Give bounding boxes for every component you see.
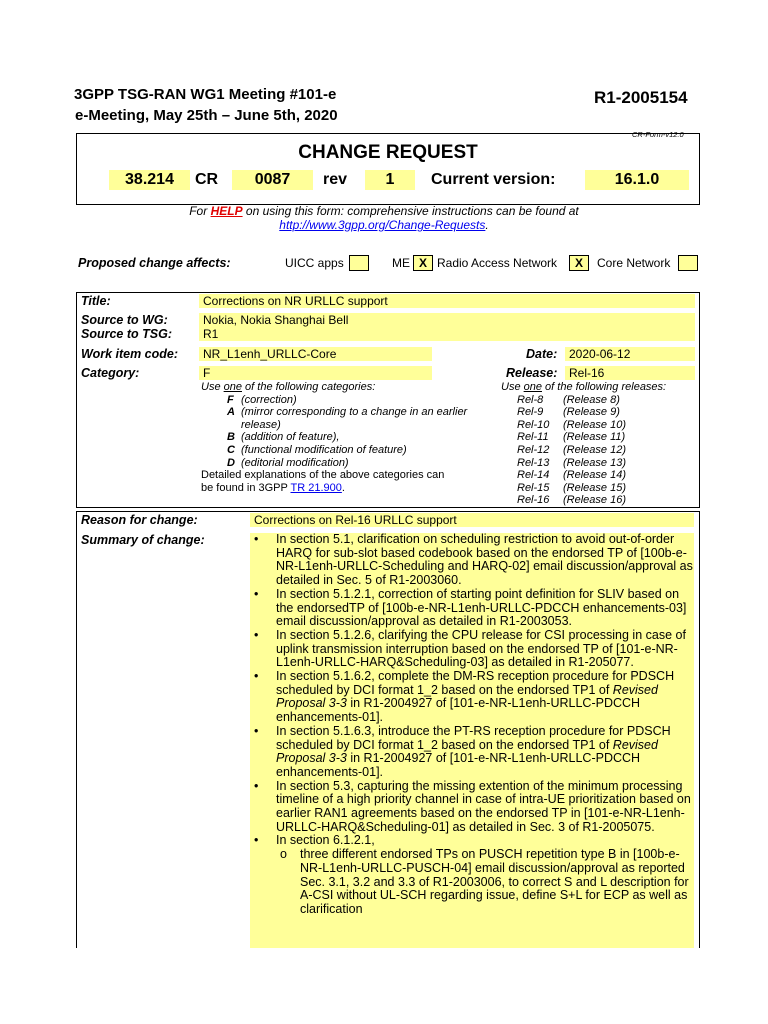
date-value: 2020-06-12 [565, 347, 695, 361]
summary-item-text: in R1-2004927 of [101-e-NR-L1enh-URLLC-PDCCH enhancements-01]. [276, 751, 641, 779]
release-desc: (Release 15) [563, 481, 626, 494]
release-item [501, 431, 697, 444]
summary-item-text: in R1-2004927 of [101-e-NR-L1enh-URLLC-PDCCH enhancements-01]. [276, 696, 641, 725]
bullet-icon: • [254, 723, 259, 738]
category-desc: (addition of feature), [241, 431, 340, 444]
release-item [501, 444, 697, 457]
bullet-icon: • [254, 778, 259, 793]
release-item [501, 457, 697, 470]
bullet-icon: • [254, 533, 259, 546]
cr-info-table [76, 292, 700, 508]
category-desc: (correction) [241, 393, 297, 406]
me-label: ME [392, 256, 410, 270]
summary-item-text: In section 5.3, capturing the missing extention of the minimum processing timeline of a high priority channel in case of intra-UE prioritization based on earlier RAN1 agreements based on the endorsed TP in [101-e-NR-L1enh-URLLC-HARQ&Scheduling-01] as detailed in Sec. 3 of R1-2005075. [276, 778, 691, 834]
affects-label: Proposed change affects: [78, 256, 231, 270]
change-requests-url[interactable]: http://www.3gpp.org/Change-Requests [279, 218, 486, 232]
summary-item-italic: Revised Proposal 3-3 [276, 737, 658, 766]
meeting-title [74, 86, 336, 103]
cat-intro-b: of the following categories: [241, 381, 376, 393]
help-prefix: For [189, 204, 211, 218]
category-label: Category: [81, 366, 140, 380]
release-code: Rel-8 [517, 393, 544, 406]
release-item [501, 482, 697, 495]
source-wg-label: Source to WG: [81, 313, 168, 327]
rev-label: rev [323, 171, 348, 188]
ran-checkbox[interactable]: X [569, 255, 589, 271]
release-code: Rel-12 [517, 443, 550, 456]
category-item [201, 444, 497, 457]
release-code: Rel-14 [517, 469, 550, 482]
cat-expl-2b: . [341, 481, 345, 494]
cr-label: CR [195, 171, 219, 188]
release-desc: (Release 9) [563, 406, 620, 419]
list-item [250, 725, 694, 780]
release-code: Rel-15 [517, 481, 550, 494]
category-code: F [227, 393, 234, 406]
work-item-label: Work item code: [81, 347, 179, 361]
release-item [501, 494, 697, 507]
release-list [501, 394, 697, 507]
bullet-icon: • [254, 833, 259, 848]
change-request-title: CHANGE REQUEST [298, 142, 478, 163]
bullet-icon: • [254, 627, 259, 642]
release-item [501, 469, 697, 482]
list-item [250, 533, 694, 588]
core-network-label: Core Network [597, 256, 671, 270]
category-code: B [227, 431, 235, 444]
release-desc: (Release 14) [563, 469, 626, 482]
current-version-value: 16.1.0 [585, 170, 689, 190]
me-checkbox[interactable]: X [413, 255, 433, 271]
help-suffix: on using this form: comprehensive instructions can be found at [242, 204, 579, 218]
list-item [250, 629, 694, 670]
summary-item-text: In section 5.1.2.6, clarifying the CPU release for CSI processing in case of uplink transmission interruption based on the endorsed TP of [101-e-NR-L1enh-URLLC-HARQ&Scheduling-03] as detailed in R1-205077. [276, 627, 686, 670]
category-item [201, 431, 497, 444]
category-value: F [199, 366, 432, 380]
release-desc: (Release 16) [563, 494, 626, 507]
summary-sub-item-text: three different endorsed TPs on PUSCH repetition type B in [100b-e-NR-L1enh-URLLC-PUSCH-04] email discussion/approval as reported Sec. 3.1, 3.2 and 3.3 of R1-2003006, to correct S and L description for A-CSI without UL-SCH regarding issue, define S+L for ECP as well as clarification [300, 847, 689, 916]
change-request-box [76, 133, 700, 205]
summary-list [250, 533, 694, 917]
release-item [501, 394, 697, 407]
current-version-label: Current version: [431, 171, 556, 188]
list-item [250, 588, 694, 629]
category-item [201, 406, 497, 419]
summary-item-text: In section 5.1.2.1, correction of starting point definition for SLIV based on the endorsedTP of [100b-e-NR-L1enh-URLLC-PDCCH enhancements-03] email discussion/approval as detailed in R1-2003053. [276, 586, 687, 629]
category-code: C [227, 443, 235, 456]
work-item-value: NR_L1enh_URLLC-Core [199, 347, 432, 361]
rel-intro-one: one [523, 381, 542, 393]
change-details-table [76, 511, 700, 948]
category-desc: (functional modification of feature) [241, 443, 407, 456]
summary-item-text: In section 6.1.2.1, [276, 833, 375, 848]
release-code: Rel-13 [517, 456, 550, 469]
category-help [197, 381, 497, 494]
cat-intro-one: one [223, 381, 242, 393]
summary-item-text: In section 5.1, clarification on scheduling restriction to avoid out-of-order HARQ for sub-slot based codebook based on the endorsed TP of [100b-e-NR-L1enh-URLLC-Scheduling and HARQ-02] email discussion/approval as detailed in Sec. 5 of R1-2003060. [276, 533, 693, 588]
release-code: Rel-11 [517, 431, 549, 444]
help-url-line [0, 218, 768, 232]
help-url-suffix: . [485, 218, 489, 232]
category-desc: (mirror corresponding to a change in an earlier [241, 406, 468, 419]
tr-21900-link[interactable]: TR 21.900 [290, 481, 342, 494]
release-desc: (Release 11) [563, 431, 626, 444]
uicc-apps-checkbox[interactable] [349, 255, 369, 271]
list-item [250, 780, 694, 835]
cat-expl-2a: be found in 3GPP [201, 481, 291, 494]
release-code: Rel-10 [517, 418, 550, 431]
meeting-dates: e-Meeting, May 25th – June 5th, 2020 [75, 107, 338, 124]
document-number: R1-2005154 [594, 88, 688, 107]
release-value: Rel-16 [565, 366, 695, 380]
category-item [201, 394, 497, 407]
category-code: D [227, 456, 235, 469]
release-desc: (Release 13) [563, 456, 626, 469]
reason-value: Corrections on Rel-16 URLLC support [250, 513, 694, 527]
category-item [201, 457, 497, 470]
category-desc: release) [241, 418, 281, 431]
release-code: Rel-16 [517, 494, 550, 507]
category-item [201, 419, 497, 432]
category-list [201, 394, 497, 470]
release-item [501, 419, 697, 432]
spec-number: 38.214 [109, 170, 190, 190]
title-value: Corrections on NR URLLC support [199, 294, 695, 308]
category-intro [201, 381, 497, 394]
ran-label: Radio Access Network [437, 256, 558, 270]
category-explanation-1: Detailed explanations of the above categories can [201, 469, 445, 482]
meeting-line-1: 3GPP TSG-RAN WG1 Meeting #101-e [74, 86, 337, 103]
cat-intro-a: Use [201, 381, 224, 393]
rel-intro-b: of the following releases: [541, 381, 667, 393]
category-code: A [227, 406, 235, 419]
category-explanation-2 [201, 482, 497, 495]
bullet-icon: • [254, 586, 259, 601]
summary-label: Summary of change: [81, 533, 205, 547]
release-intro [501, 381, 697, 394]
release-label: Release: [506, 366, 558, 380]
core-network-checkbox[interactable] [678, 255, 698, 271]
list-item [250, 670, 694, 725]
list-item [250, 848, 694, 917]
release-help [497, 381, 697, 507]
date-label: Date: [526, 347, 558, 361]
help-link[interactable]: HELP [210, 204, 243, 218]
release-desc: (Release 10) [563, 418, 626, 431]
release-desc: (Release 8) [563, 393, 620, 406]
list-item [250, 834, 694, 916]
summary-value [250, 533, 694, 948]
help-text [0, 204, 768, 218]
hollow-bullet-icon: o [280, 847, 287, 862]
cr-number: 0087 [232, 170, 313, 190]
summary-item-text: In section 5.1.6.2, complete the DM-RS reception procedure for PDSCH scheduled by DCI format 1_2 based on the endorsed TP1 of [276, 669, 675, 697]
reason-label: Reason for change: [81, 513, 198, 527]
release-code: Rel-9 [517, 406, 544, 419]
bullet-icon: • [254, 669, 259, 684]
source-tsg-value: R1 [199, 327, 695, 341]
release-item [501, 406, 697, 419]
summary-sub-list [250, 848, 694, 917]
source-tsg-label: Source to TSG: [81, 327, 172, 341]
uicc-apps-label: UICC apps [285, 256, 344, 270]
form-version-note: CR-Form-v12.0 [632, 130, 684, 139]
category-desc: (editorial modification) [241, 456, 349, 469]
source-wg-value: Nokia, Nokia Shanghai Bell [199, 313, 695, 327]
summary-item-italic: Revised Proposal 3-3 [276, 682, 658, 711]
rel-intro-a: Use [501, 381, 524, 393]
title-label: Title: [81, 294, 111, 308]
rev-number: 1 [365, 170, 415, 190]
summary-item-text: In section 5.1.6.3, introduce the PT-RS reception procedure for PDSCH scheduled by DCI format 1_2 based on the endorsed TP1 of [276, 723, 671, 752]
release-desc: (Release 12) [563, 443, 626, 456]
